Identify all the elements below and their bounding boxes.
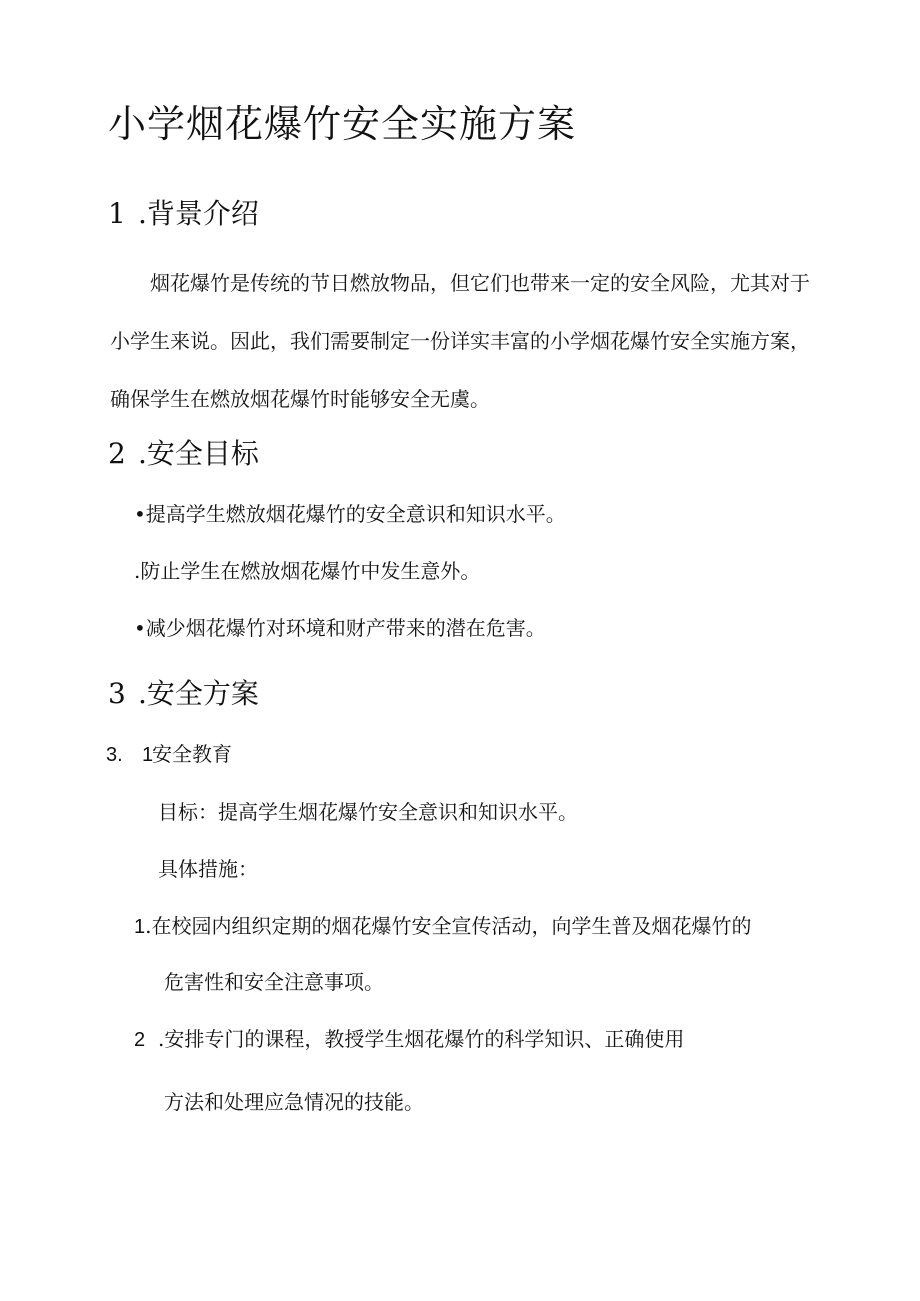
section-1-number: 1	[108, 197, 126, 230]
section-2-heading	[108, 436, 259, 472]
section-1-title: .背景介绍	[138, 197, 259, 230]
section-3-title: .安全方案	[138, 677, 259, 710]
section-3-number: 3	[108, 677, 126, 710]
subsection-number-major: 3.	[106, 744, 123, 766]
measure-item-2-continuation: 方法和处理应急情况的技能。	[164, 1090, 424, 1114]
measure-item-1-continuation: 危害性和安全注意事项。	[164, 970, 384, 994]
goal-item: •提高学生燃放烟花爆竹的安全意识和知识水平。	[134, 502, 566, 526]
measure-number: 2	[134, 1029, 146, 1051]
subsection-number-minor: 1	[142, 744, 154, 766]
measure-number: 1	[134, 916, 146, 938]
subsection-goal: 目标：提高学生烟花爆竹安全意识和知识水平。	[158, 800, 578, 824]
measure-item-2	[134, 1025, 684, 1054]
subsection-heading	[106, 740, 232, 769]
document-title: 小学烟花爆竹安全实施方案	[108, 102, 577, 146]
section-2-title: .安全目标	[138, 437, 259, 470]
section-3-heading	[108, 676, 259, 712]
section-2-number: 2	[108, 437, 126, 470]
goal-item: •减少烟花爆竹对环境和财产带来的潜在危害。	[134, 616, 546, 640]
section-1-heading	[108, 196, 259, 232]
measure-text: .在校园内组织定期的烟花爆竹安全宣传活动，向学生普及烟花爆竹的	[145, 914, 752, 938]
subsection-title: 安全教育	[152, 742, 232, 766]
measure-text: .安排专门的课程，教授学生烟花爆竹的科学知识、正确使用	[158, 1027, 685, 1051]
background-paragraph: 烟花爆竹是传统的节日燃放物品，但它们也带来一定的安全风险，尤其对于小学生来说。因此，我们需要制定一份详实丰富的小学烟花爆竹安全实施方案，确保学生在燃放烟花爆竹时能够安全无虞。	[110, 271, 810, 411]
measures-label: 具体措施：	[158, 857, 258, 881]
goal-item: .防止学生在燃放烟花爆竹中发生意外。	[134, 559, 481, 583]
measure-item-1	[134, 912, 751, 941]
